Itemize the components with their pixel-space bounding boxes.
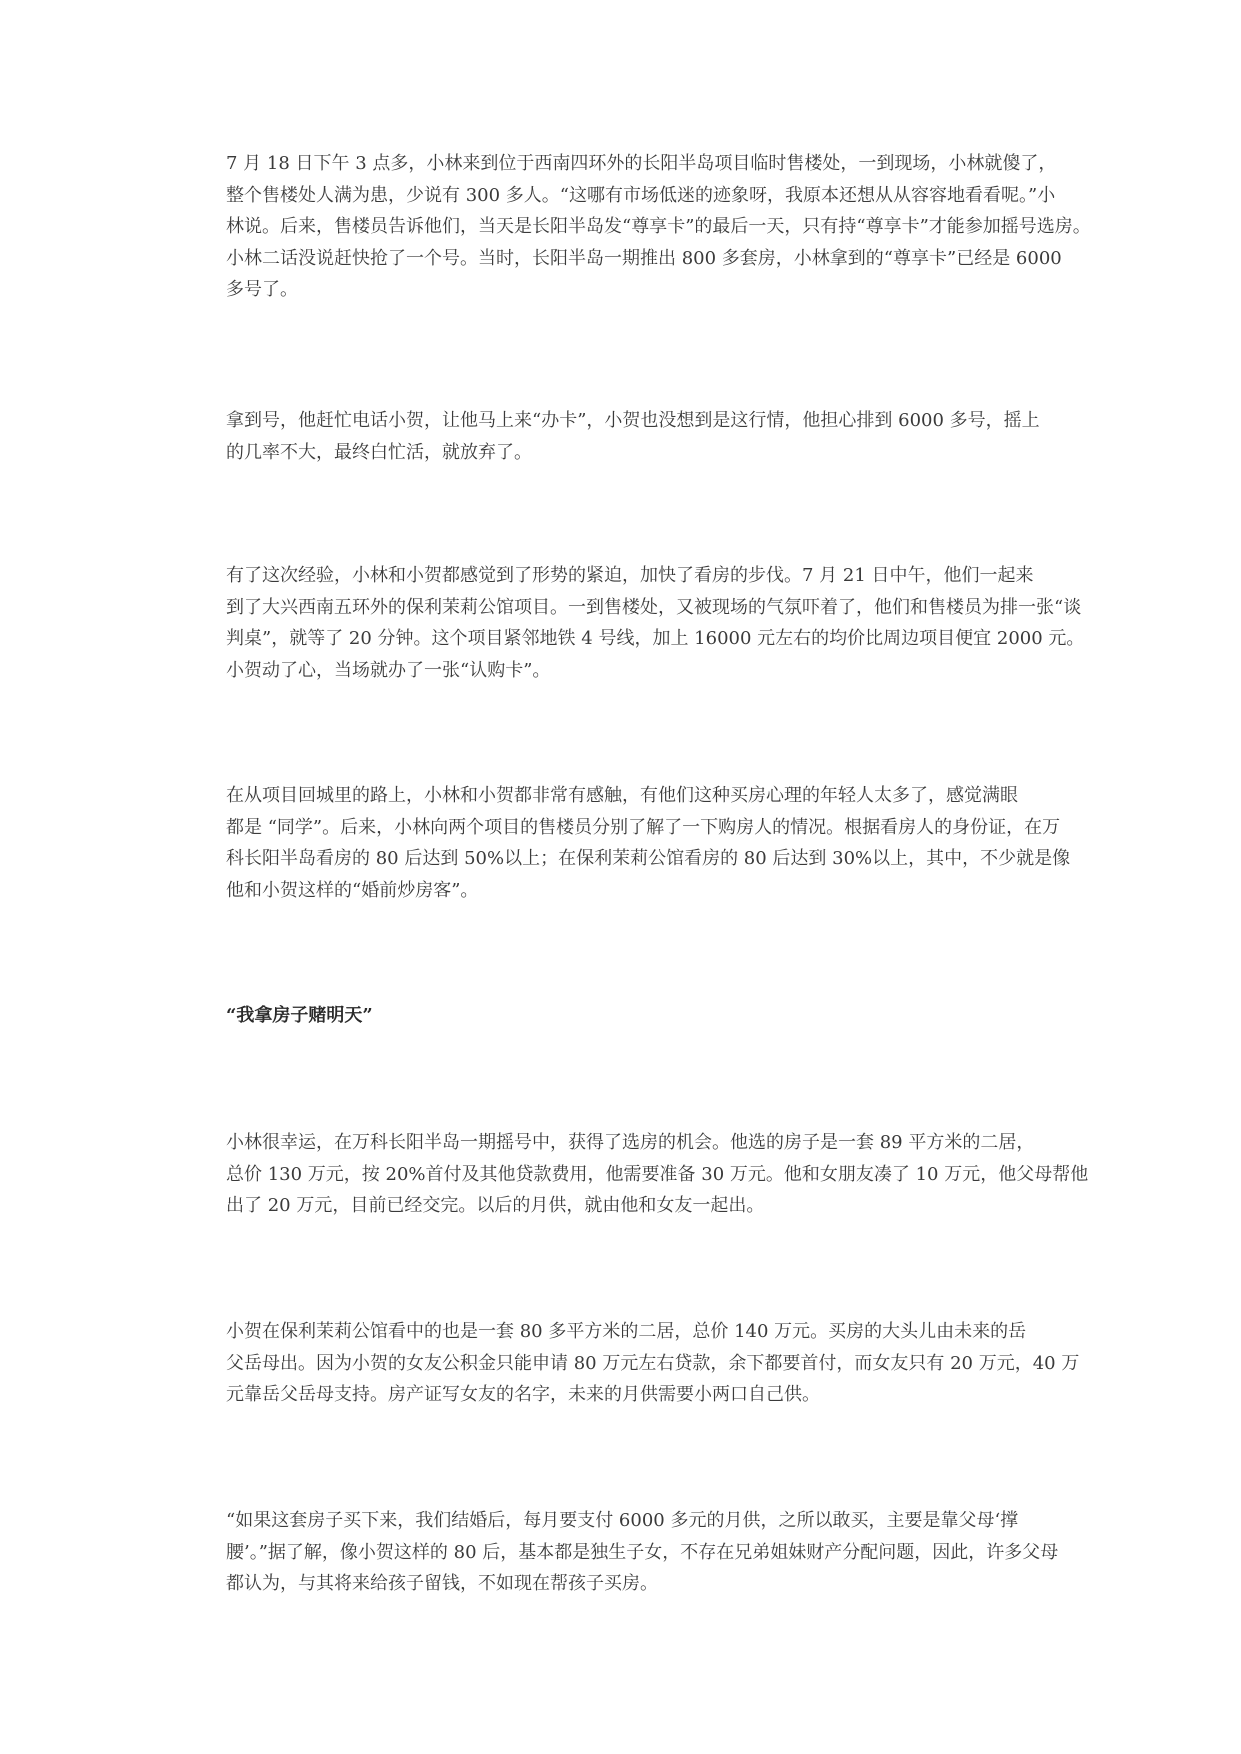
- text-line: 他和小贺这样的“婚前炒房客”。: [226, 879, 479, 901]
- text-line: 元靠岳父岳母支持。房产证写女友的名字，未来的月供需要小两口自己供。: [226, 1384, 820, 1405]
- text-line: 总价 130 万元，按 20%首付及其他贷款费用，他需要准备 30 万元。他和女朋友凑了 10 万元，他父母帮他: [226, 1163, 1089, 1185]
- text-line: 小贺在保利茉莉公馆看中的也是一套 80 多平方米的二居，总价 140 万元。买房的大头儿由未来的岳: [226, 1321, 1027, 1342]
- text-line: 到了大兴西南五环外的保利茉莉公馆项目。一到售楼处，又被现场的气氛吓着了，他们和售楼员为排一张“谈: [226, 596, 1082, 618]
- text-line: 判桌”，就等了 20 分钟。这个项目紧邻地铁 4 号线，加上 16000 元左右的均价比周边项目便宜 2000 元。: [226, 628, 1085, 649]
- text-line: 都是 “同学”。后来，小林向两个项目的售楼员分别了解了一下购房人的情况。根据看房人的身份证，在万: [226, 816, 1061, 838]
- text-line: “如果这套房子买下来，我们结婚后，每月要支付 6000 多元的月供，之所以敢买，主要是靠父母‘撑: [226, 1510, 1019, 1531]
- text-line: 拿到号，他赶忙电话小贺，让他马上来“办卡”，小贺也没想到是这行情，他担心排到 6000 多号，摇上: [226, 410, 1040, 431]
- text-line: 小贺动了心，当场就办了一张“认购卡”。: [226, 659, 551, 681]
- text-line: 出了 20 万元，目前已经交完。以后的月供，就由他和女友一起出。: [226, 1195, 765, 1216]
- text-line: 科长阳半岛看房的 80 后达到 50%以上；在保利茉莉公馆看房的 80 后达到 30%以上，其中，不少就是像: [226, 848, 1071, 869]
- paragraph-6: [189, 1316, 1080, 1411]
- paragraph-7: [189, 1505, 1069, 1600]
- text-line: 在从项目回城里的路上，小林和小贺都非常有感触，有他们这种买房心理的年轻人太多了，感觉满眼: [226, 785, 1018, 806]
- paragraph-4: [189, 780, 1069, 906]
- paragraph-2: [189, 405, 1069, 468]
- text-line: 林说。后来，售楼员告诉他们，当天是长阳半岛发“尊享卡”的最后一天，只有持“尊享卡”才能参加摇号选房。: [226, 216, 1091, 237]
- text-line: 腰’。”据了解，像小贺这样的 80 后，基本都是独生子女，不存在兄弟姐妹财产分配问题，因此，许多父母: [226, 1541, 1059, 1563]
- text-line: 小林很幸运，在万科长阳半岛一期摇号中，获得了选房的机会。他选的房子是一套 89 平方米的二居，: [226, 1132, 1035, 1153]
- text-line: 的几率不大，最终白忙活，就放弃了。: [226, 441, 532, 463]
- paragraph-5: [189, 1127, 1089, 1222]
- paragraph-3: [189, 560, 1085, 686]
- text-line: 多号了。: [226, 279, 298, 300]
- text-line: 7 月 18 日下午 3 点多，小林来到位于西南四环外的长阳半岛项目临时售楼处，一到现场，小林就傻了，: [226, 153, 1057, 174]
- text-line: 整个售楼处人满为患，少说有 300 多人。“这哪有市场低迷的迹象呀，我原本还想从从容容地看看呢。”小: [226, 184, 1056, 206]
- text-line: 父岳母出。因为小贺的女友公积金只能申请 80 万元左右贷款，余下都要首付，而女友只有 20 万元，40 万: [226, 1352, 1080, 1374]
- section-heading: “我拿房子赌明天”: [226, 1005, 373, 1026]
- text-line: 都认为，与其将来给孩子留钱，不如现在帮孩子买房。: [226, 1573, 658, 1594]
- paragraph-1: [189, 148, 1091, 306]
- text-line: 有了这次经验，小林和小贺都感觉到了形势的紧迫，加快了看房的步伐。7 月 21 日中午，他们一起来: [226, 565, 1034, 586]
- text-line: 小林二话没说赶快抢了一个号。当时，长阳半岛一期推出 800 多套房，小林拿到的“尊享卡”已经是 6000: [226, 247, 1062, 269]
